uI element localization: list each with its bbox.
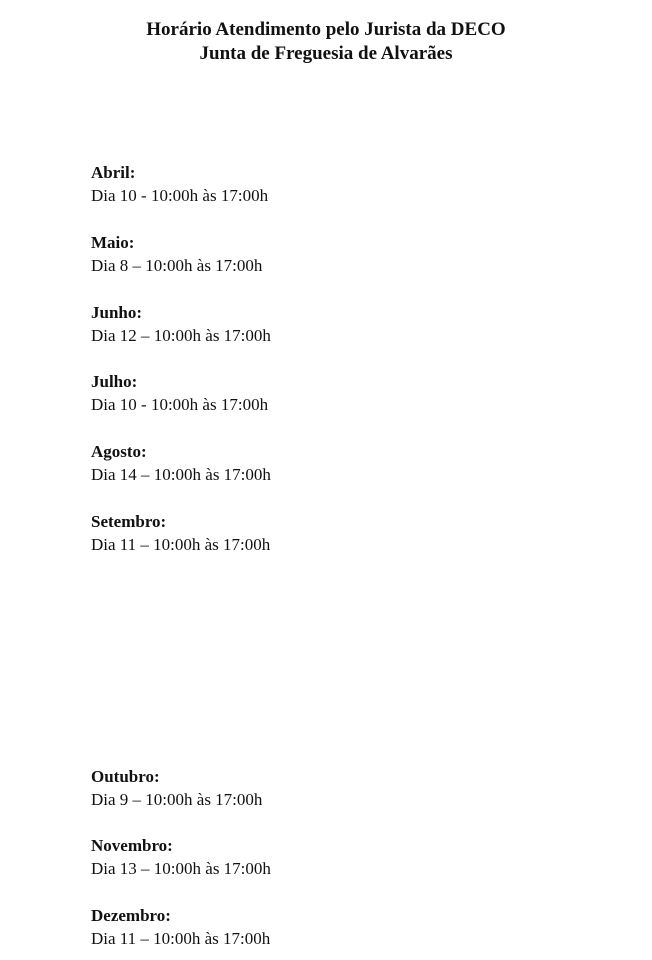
schedule-entry-junho: [91, 302, 611, 347]
month-label: Outubro:: [91, 767, 160, 786]
schedule-time: Dia 11 – 10:00h às 17:00h: [91, 535, 271, 554]
schedule-time: Dia 13 – 10:00h às 17:00h: [91, 859, 271, 878]
month-label: Maio:: [91, 233, 135, 252]
schedule-entry-setembro: [91, 511, 611, 556]
schedule-time: Dia 10 - 10:00h às 17:00h: [91, 395, 269, 414]
schedule-time: Dia 10 - 10:00h às 17:00h: [91, 186, 269, 205]
schedule-entry-outubro: [91, 766, 611, 811]
schedule-entry-julho: [91, 371, 611, 416]
schedule-entry-maio: [91, 232, 611, 277]
schedule-time: Dia 8 – 10:00h às 17:00h: [91, 256, 263, 275]
schedule-entry-dezembro: [91, 905, 611, 950]
schedule-time: Dia 11 – 10:00h às 17:00h: [91, 929, 271, 948]
schedule-time: Dia 12 – 10:00h às 17:00h: [91, 326, 271, 345]
month-label: Novembro:: [91, 836, 173, 855]
schedule-time: Dia 9 – 10:00h às 17:00h: [91, 790, 263, 809]
document-header: [0, 18, 652, 66]
schedule-entry-novembro: [91, 835, 611, 880]
month-label: Dezembro:: [91, 906, 171, 925]
schedule-entry-agosto: [91, 441, 611, 486]
month-label: Agosto:: [91, 442, 147, 461]
month-label: Julho:: [91, 372, 138, 391]
month-label: Abril:: [91, 163, 136, 182]
month-label: Junho:: [91, 303, 143, 322]
document-title: Horário Atendimento pelo Jurista da DECO: [146, 19, 506, 40]
month-label: Setembro:: [91, 512, 167, 531]
schedule-time: Dia 14 – 10:00h às 17:00h: [91, 465, 271, 484]
document-subtitle: Junta de Freguesia de Alvarães: [199, 43, 453, 64]
schedule-entry-abril: [91, 162, 611, 207]
